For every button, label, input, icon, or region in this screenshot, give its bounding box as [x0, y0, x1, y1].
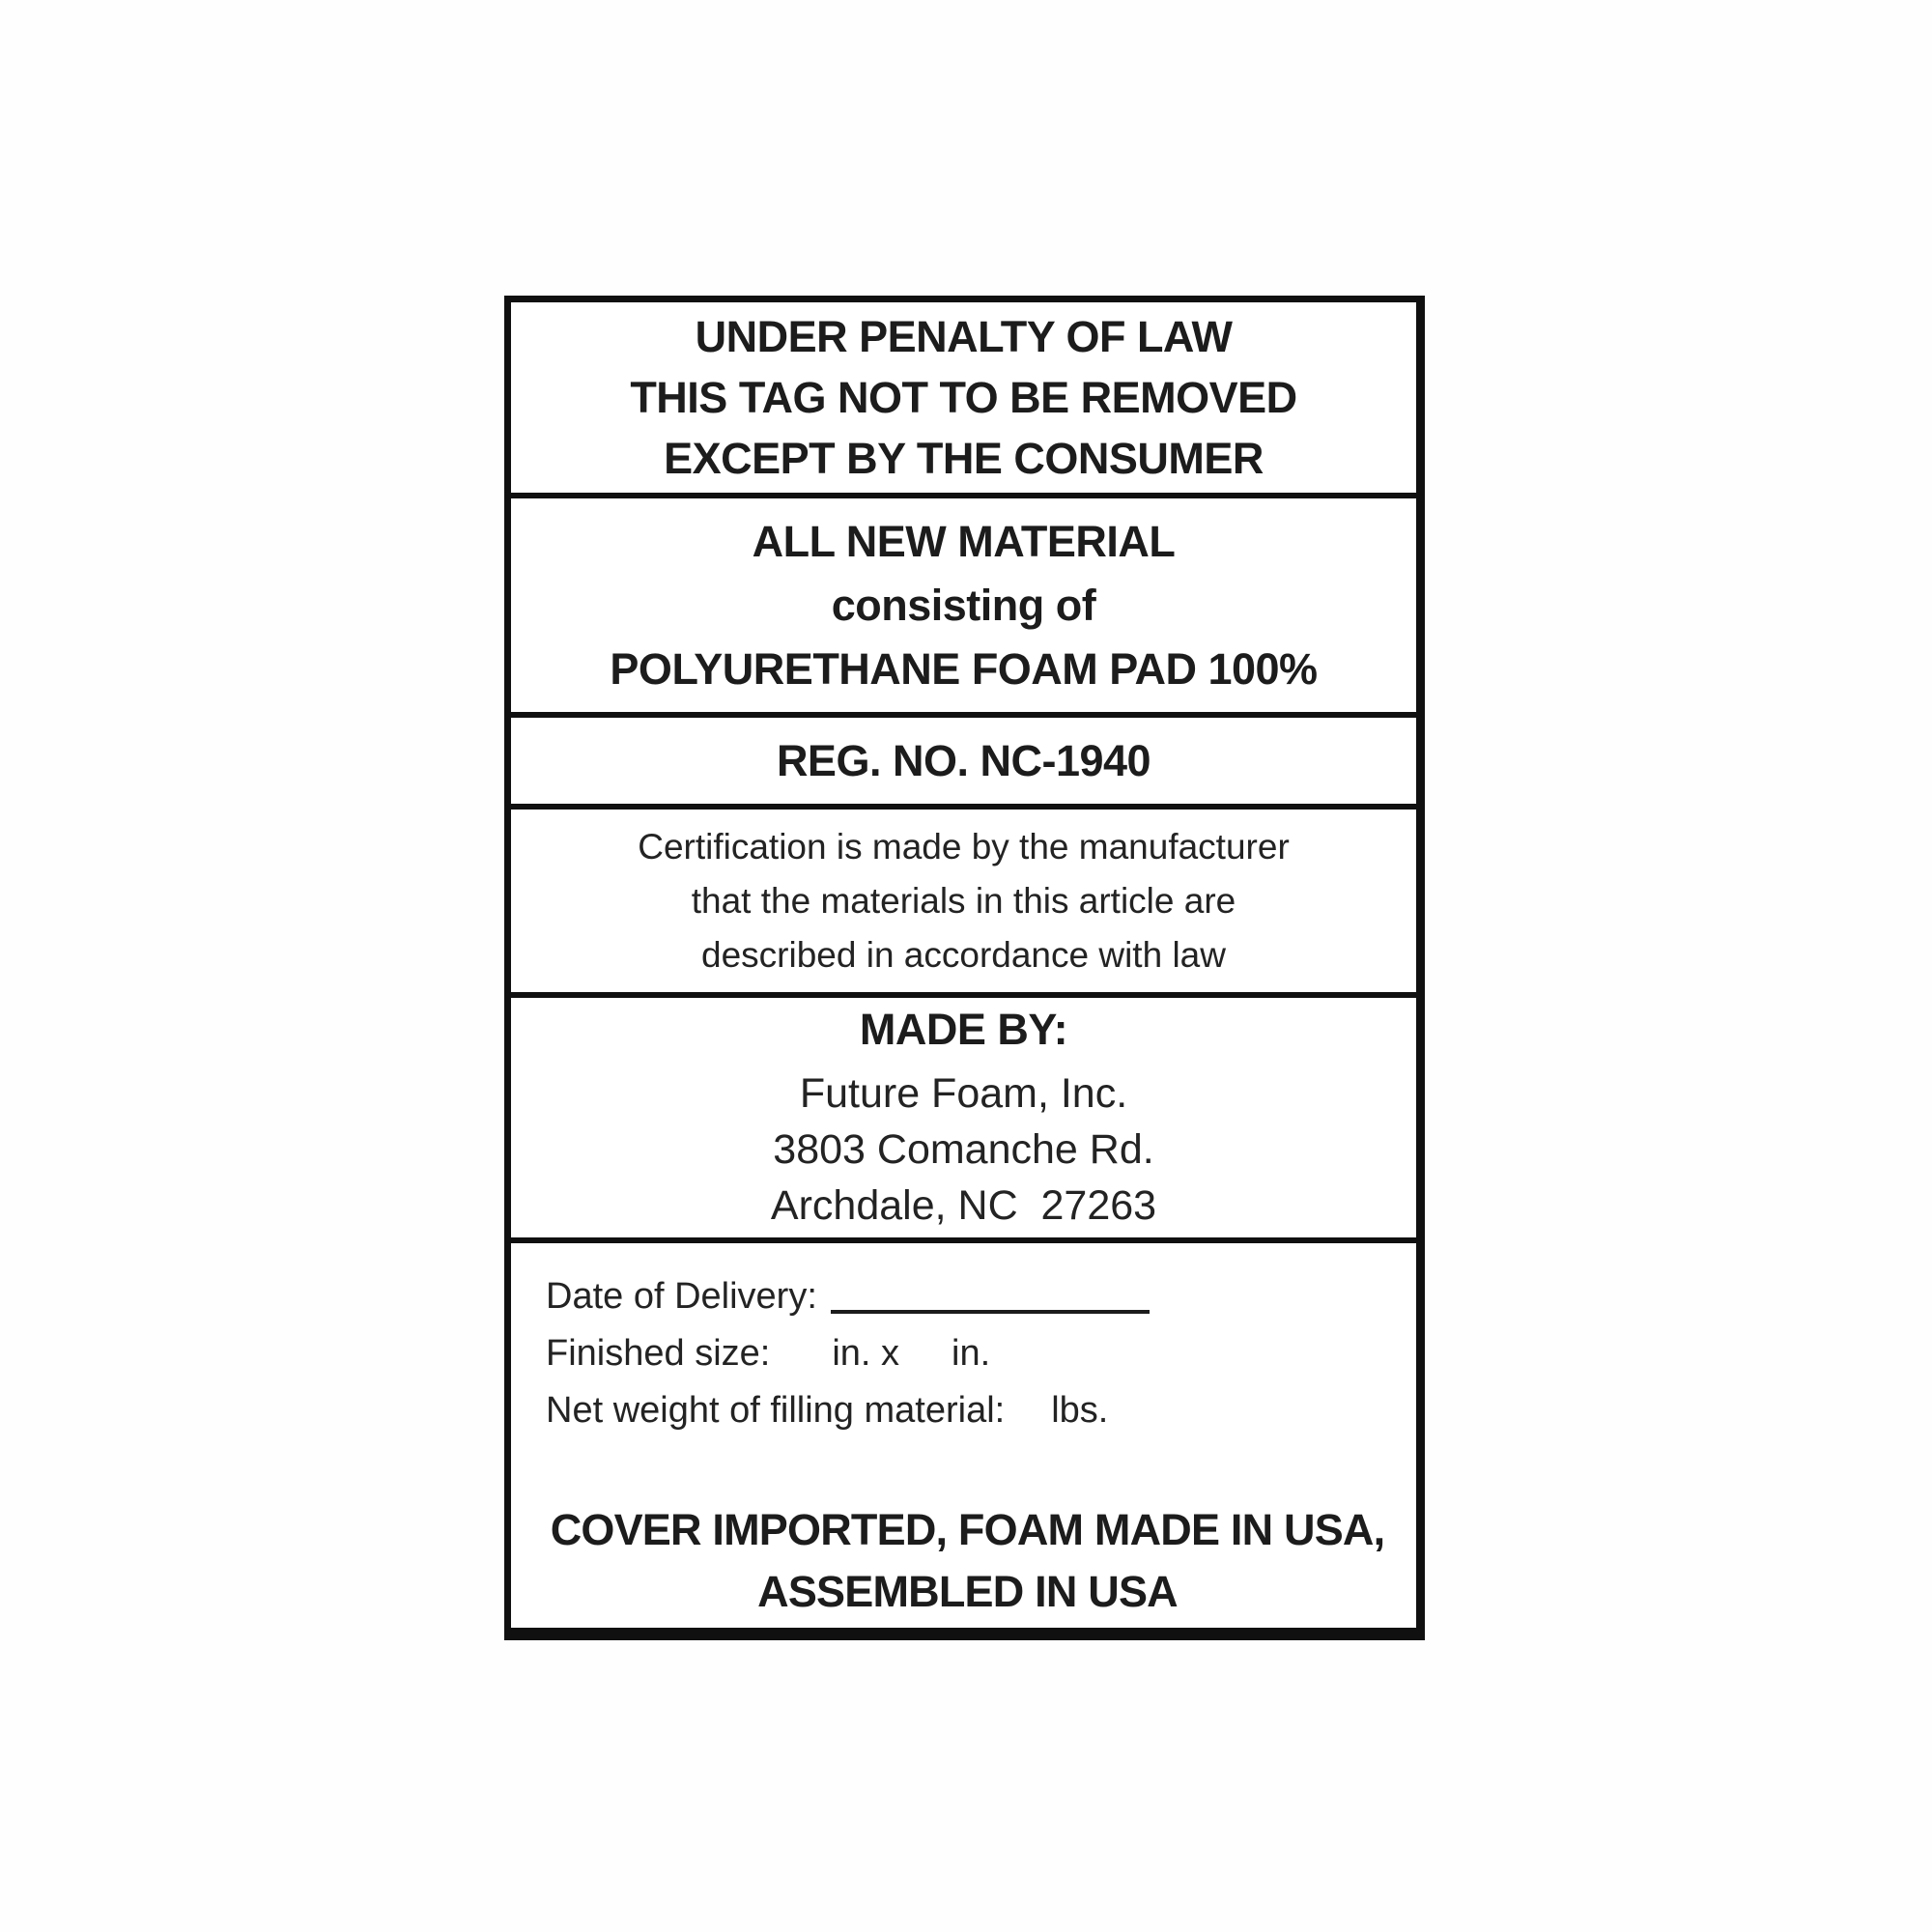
- section-certification: [511, 810, 1416, 998]
- finished-size-unit-2: in.: [952, 1333, 991, 1374]
- manufacturer-city-state-zip: Archdale, NC 27263: [770, 1182, 1157, 1229]
- registration-number: REG. NO. NC-1940: [776, 736, 1151, 785]
- date-of-delivery-label: Date of Delivery:: [546, 1276, 817, 1317]
- section-delivery-details: [511, 1243, 1416, 1628]
- made-by-heading: MADE BY:: [859, 1005, 1068, 1054]
- section-made-by: [511, 998, 1416, 1243]
- finished-size-row: [546, 1325, 1389, 1382]
- material-line-1: ALL NEW MATERIAL: [752, 516, 1176, 566]
- origin-line-2: ASSEMBLED IN USA: [757, 1567, 1178, 1616]
- section-penalty-warning: [511, 302, 1416, 498]
- certification-line-2: that the materials in this article are: [691, 880, 1236, 921]
- section-registration-number: [511, 718, 1416, 810]
- certification-line-1: Certification is made by the manufacturer: [638, 826, 1290, 867]
- origin-line-1: COVER IMPORTED, FOAM MADE IN USA,: [550, 1505, 1385, 1554]
- net-weight-row: [546, 1382, 1389, 1439]
- origin-statement: [546, 1499, 1389, 1623]
- certification-line-3: described in accordance with law: [701, 934, 1226, 975]
- manufacturer-street: 3803 Comanche Rd.: [773, 1126, 1154, 1173]
- material-line-2: consisting of: [831, 580, 1096, 630]
- finished-size-label: Finished size:: [546, 1333, 771, 1374]
- penalty-line-1: UNDER PENALTY OF LAW: [695, 312, 1233, 361]
- law-label-tag: [504, 296, 1425, 1640]
- net-weight-label: Net weight of filling material:: [546, 1390, 1006, 1431]
- section-material-contents: [511, 498, 1416, 718]
- manufacturer-name: Future Foam, Inc.: [799, 1070, 1128, 1117]
- date-of-delivery-row: [546, 1268, 1389, 1325]
- penalty-line-3: EXCEPT BY THE CONSUMER: [664, 434, 1264, 483]
- date-of-delivery-blank-line: [831, 1281, 1150, 1314]
- material-line-3: POLYURETHANE FOAM PAD 100%: [610, 643, 1318, 694]
- penalty-line-2: THIS TAG NOT TO BE REMOVED: [630, 373, 1297, 422]
- finished-size-unit-1: in. x: [832, 1333, 900, 1374]
- net-weight-unit: lbs.: [1051, 1390, 1109, 1431]
